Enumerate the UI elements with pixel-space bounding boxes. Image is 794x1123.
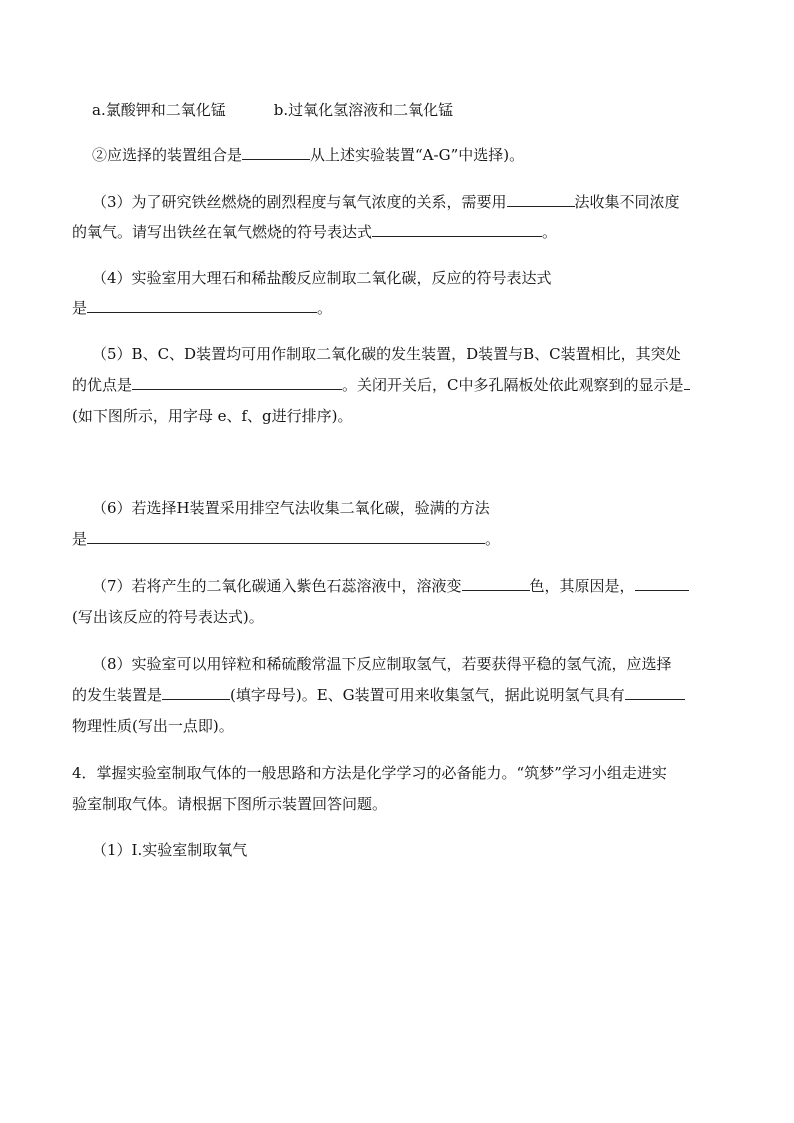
q6-line2: 是 。 [72, 530, 501, 548]
q3-line1: （3）为了研究铁丝燃烧的剧烈程度与氧气浓度的关系，需要用 法收集不同浓度 [92, 193, 680, 211]
q4-title-line1: 4．掌握实验室制取气体的一般思路和方法是化学学习的必备能力。“筑梦”学习小组走进实 [72, 764, 667, 782]
answer-blank[interactable] [684, 375, 690, 390]
answer-blank[interactable] [462, 576, 530, 591]
answer-blank[interactable] [625, 685, 685, 700]
q5-line2: 的优点是 。关闭开关后，C中多孔隔板处依此观察到的显示是 [72, 375, 690, 395]
answer-blank[interactable] [635, 576, 689, 591]
q7-line2: (写出该反应的符号表达式)。 [72, 608, 264, 626]
answer-blank[interactable] [372, 222, 542, 237]
q8-line3: 物理性质(写出一点即)。 [72, 717, 234, 735]
answer-blank[interactable] [87, 298, 317, 313]
q4-sub1: （1）I.实验室制取氧气 [92, 841, 248, 859]
answer-blank[interactable] [87, 529, 485, 544]
q5-line3: (如下图所示，用字母 e、f、g进行排序)。 [72, 407, 353, 425]
answer-blank[interactable] [162, 685, 230, 700]
q8-line1: （8）实验室可以用锌粒和稀硫酸常温下反应制取氢气，若要获得平稳的氢气流，应选择 [92, 655, 672, 673]
q6-line1: （6）若选择H装置采用排空气法收集二氧化碳，验满的方法 [92, 499, 490, 517]
option-line-ab [92, 100, 453, 120]
answer-blank[interactable] [507, 192, 575, 207]
answer-blank[interactable] [242, 145, 310, 160]
option-b: b.过氧化氢溶液和二氧化锰 [273, 101, 454, 119]
q2-device-combination: ②应选择的装置组合是 从上述实验装置“A-G”中选择)。 [92, 146, 525, 164]
option-a: a.氯酸钾和二氧化锰 [92, 101, 226, 119]
q4-line1: （4）实验室用大理石和稀盐酸反应制取二氧化碳，反应的符号表达式 [92, 269, 552, 287]
q4-title-line2: 验室制取气体。请根据下图所示装置回答问题。 [72, 795, 388, 813]
q4-line2: 是 。 [72, 299, 333, 317]
q8-line2: 的发生装置是 (填字母号)。E、G装置可用来收集氢气，据此说明氢气具有 [72, 685, 685, 705]
q3-line2: 的氧气。请写出铁丝在氧气燃烧的符号表达式 。 [72, 223, 558, 241]
q7-line1: （7）若将产生的二氧化碳通入紫色石蕊溶液中，溶液变 色，其原因是， [92, 576, 689, 596]
q5-line1: （5）B、C、D装置均可用作制取二氧化碳的发生装置，D装置与B、C装置相比，其突处 [92, 345, 681, 363]
answer-blank[interactable] [132, 375, 342, 390]
